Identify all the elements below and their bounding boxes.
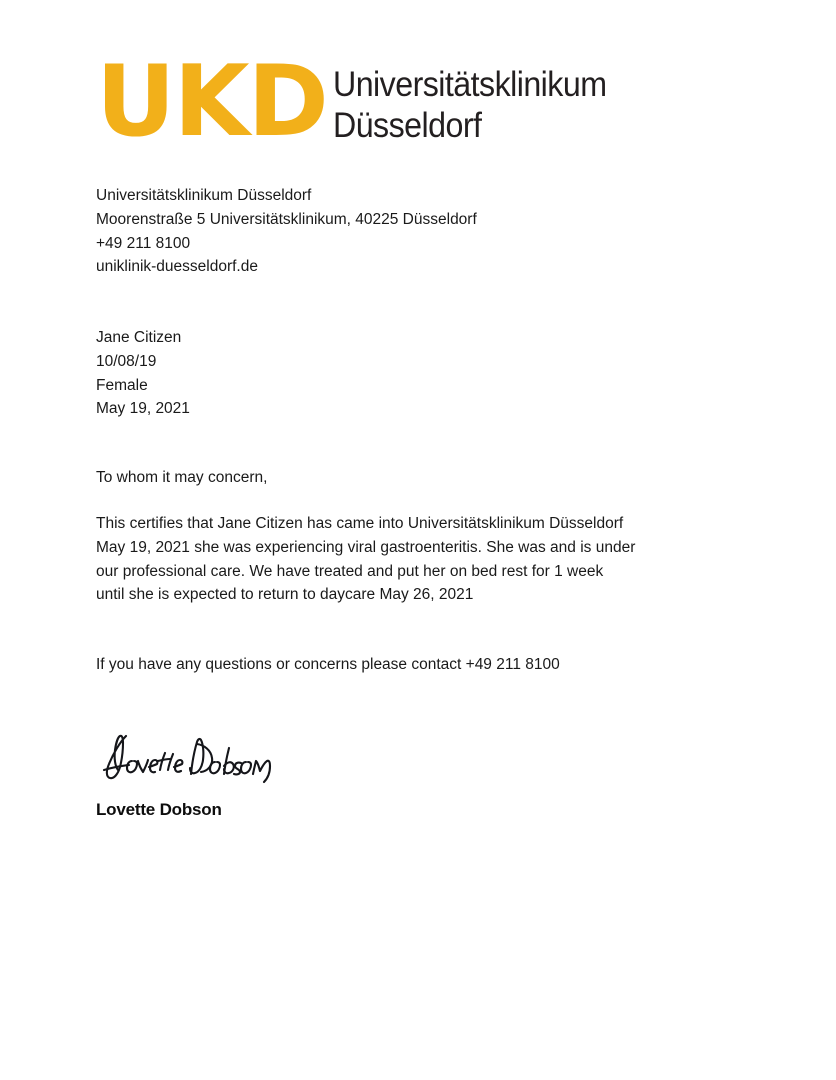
ukd-logo-mark: UKD bbox=[96, 45, 327, 159]
handwritten-signature-icon bbox=[96, 728, 276, 784]
patient-gender: Female bbox=[96, 376, 148, 394]
patient-details-block bbox=[96, 326, 190, 421]
body-line-3: our professional care. We have treated and put her on bed rest for 1 week bbox=[96, 562, 604, 580]
patient-visit-date: May 19, 2021 bbox=[96, 400, 190, 418]
body-line-2: May 19, 2021 she was experiencing viral gastroenteritis. She was and is under bbox=[96, 538, 636, 556]
body-paragraph-block bbox=[96, 512, 635, 607]
body-line-1: This certifies that Jane Citizen has came into Universitätsklinikum Düsseldorf bbox=[96, 515, 624, 532]
clinic-name: Universitätsklinikum Düsseldorf bbox=[96, 187, 312, 204]
wordmark-line-dusseldorf: Düsseldorf bbox=[332, 106, 482, 146]
contact-text: If you have any questions or concerns please contact +49 211 8100 bbox=[96, 656, 560, 673]
clinic-phone: +49 211 8100 bbox=[96, 234, 191, 252]
signature-block bbox=[96, 728, 276, 820]
contact-block bbox=[96, 653, 560, 677]
clinic-street: Moorenstraße 5 Universitätsklinikum, 40225 Düsseldorf bbox=[96, 210, 477, 228]
wordmark-line-universitatsklinikum: Universitätsklinikum bbox=[332, 65, 607, 104]
clinic-website: uniklinik-duesseldorf.de bbox=[96, 258, 258, 276]
signatory-printed-name: Lovette Dobson bbox=[96, 800, 222, 819]
clinic-address-block bbox=[96, 184, 477, 279]
salutation-text: To whom it may concern, bbox=[96, 469, 268, 486]
patient-date-of-birth: 10/08/19 bbox=[96, 352, 157, 370]
body-line-4: until she is expected to return to daycare May 26, 2021 bbox=[96, 586, 474, 604]
salutation-block bbox=[96, 466, 267, 490]
patient-name: Jane Citizen bbox=[96, 329, 182, 346]
letterhead bbox=[96, 45, 630, 159]
ukd-wordmark bbox=[333, 64, 630, 147]
